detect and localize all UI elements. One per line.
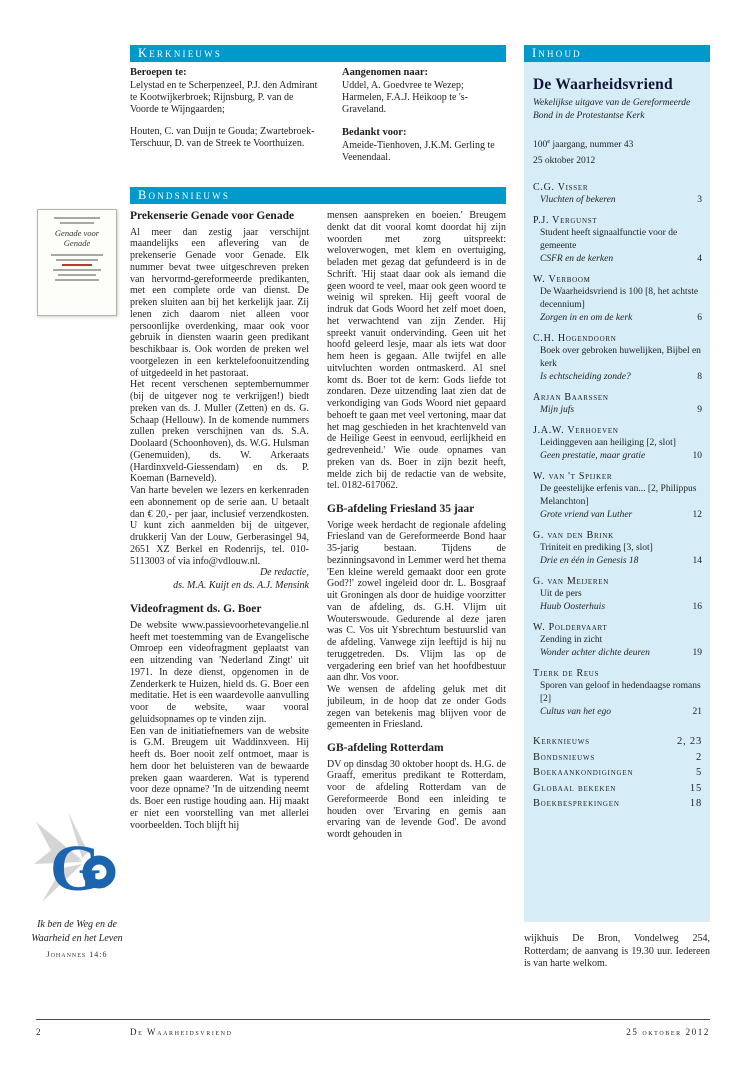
toc-page-number: 14 xyxy=(692,556,702,567)
toc-line xyxy=(533,647,702,660)
cover-decoration-line xyxy=(58,274,96,276)
kerknieuws-header-label: Kerknieuws xyxy=(138,46,223,61)
toc-line-text: Leidinggeven aan heiliging [2, slot] xyxy=(540,438,676,449)
article-paragraph: De website www.passievoorhetevangelie.nl heeft met toestemming van de Evangelische Omroep een videofragment geplaatst van een uitzending van 'Nederland Zingt' uit 1971. In deze dienst, opgenomen in de Zenderkerk te Huizen, hield ds. G. Boer een meditatie. Het is een waardevolle aanvulling voor de website, waar vooral geluidsopnames op te vinden zijn. xyxy=(130,619,309,725)
issue-volume: 100 xyxy=(533,140,548,151)
toc-line xyxy=(533,601,702,614)
toc-entry xyxy=(533,470,702,522)
toc-line xyxy=(533,404,702,417)
article-title: GB-afdeling Friesland 35 jaar xyxy=(327,503,475,515)
toc-rubric xyxy=(533,765,702,781)
book-cover-image xyxy=(37,209,117,316)
toc-line xyxy=(533,542,702,555)
toc-line-text: Sporen van geloof in hedendaagse romans [2] xyxy=(540,681,701,705)
toc-entry xyxy=(533,332,702,384)
toc-rubric-label: Bondsnieuws xyxy=(533,751,596,763)
toc-page-number: 2, 23 xyxy=(677,736,702,748)
toc-entry xyxy=(533,273,702,325)
toc-rubric xyxy=(533,796,702,812)
cover-decoration-line xyxy=(60,222,94,224)
article-title: GB-afdeling Rotterdam xyxy=(327,742,444,754)
article-signature: De redactie, xyxy=(259,567,309,579)
toc-line xyxy=(533,450,702,463)
toc-rubric xyxy=(533,750,702,766)
cover-decoration-line xyxy=(51,254,104,256)
toc-line xyxy=(533,634,702,647)
toc-line xyxy=(533,680,702,706)
toc-line-text: Cultus van het ego xyxy=(540,707,611,718)
toc-author: Tjerk de Reus xyxy=(533,668,600,680)
inhoud-header-label: Inhoud xyxy=(532,46,582,61)
toc-rubric xyxy=(533,781,702,797)
beroepen-heading: Beroepen te: xyxy=(130,67,187,78)
toc-entry xyxy=(533,529,702,568)
toc-page-number: 10 xyxy=(692,451,702,462)
toc-page-number: 19 xyxy=(692,648,702,659)
footer-page-number: 2 xyxy=(36,1027,41,1037)
toc-line xyxy=(533,437,702,450)
toc-line-text: Geen prestatie, maar gratie xyxy=(540,451,646,462)
toc-entry xyxy=(533,424,702,463)
bondsnieuws-section-bar xyxy=(130,187,506,204)
toc-rubric-label: Boekaankondigingen xyxy=(533,767,634,779)
bedankt-heading: Bedankt voor: xyxy=(342,127,407,139)
bondsnieuws-column-1 xyxy=(130,210,309,841)
footer xyxy=(36,1027,710,1041)
toc-page-number: 2 xyxy=(695,751,702,763)
aangenomen-paragraph: Uddel, A. Goedvree te Wezep; Harmelen, F.A.J. Heikoop te 's-Graveland. xyxy=(342,80,468,115)
toc-page-number: 6 xyxy=(697,313,702,324)
toc-entry xyxy=(533,214,702,266)
cover-decoration-line xyxy=(53,269,101,271)
bedankt-paragraph: Ameide-Tienhoven, J.K.M. Gerling te Veenendaal. xyxy=(342,140,495,164)
toc-author: C.G. Visser xyxy=(533,182,589,194)
toc-page-number: 8 xyxy=(697,372,702,383)
toc-line-text: De Waarheidsvriend is 100 [8, het achtste decennium] xyxy=(540,287,699,311)
toc-author: G. van den Brink xyxy=(533,530,614,542)
toc-line xyxy=(533,345,702,371)
toc-line xyxy=(533,371,702,384)
toc-page-number: 21 xyxy=(692,707,702,718)
gb-logo xyxy=(34,810,122,910)
toc-entries xyxy=(533,181,702,719)
magazine-subtitle: Wekelijkse uitgave van de Gereformeerde Bond in de Protestantse Kerk xyxy=(533,98,691,121)
inhoud-section-bar xyxy=(524,45,710,62)
bondsnieuws-header-label: Bondsnieuws xyxy=(138,188,231,203)
issue-number: jaargang, nummer 43 xyxy=(552,140,634,151)
article-continuation: wijkhuis De Bron, Vondelweg 254, Rotterdam; de aanvang is 19.30 uur. Iedereen is van harte welkom. xyxy=(524,933,710,969)
toc-rubric-label: Globaal bekeken xyxy=(533,782,617,794)
issue-volume-line xyxy=(533,134,702,153)
article-paragraph: Het recent verschenen septembernummer (bij de uitgever nog te verkrijgen!) biedt preken van ds. J. Muller (Zetten) en ds. G. Schaap (Hellouw). In de komende nummers zullen preken verschijnen van ds. S.A. Doolaard (Schoonhoven), ds. W.G. Hulsman (Genemuiden), ds. W. Arkeraats (Hardinxveld-Giessendam) en ds. P. Koeman (Barneveld). xyxy=(130,379,309,485)
cover-decoration-line xyxy=(56,259,98,261)
toc-line-text: Zending in zicht xyxy=(540,635,603,646)
toc-page-number: 4 xyxy=(697,254,702,265)
issue-volume-superscript: e xyxy=(547,138,551,145)
toc-author: J.A.W. Verhoeven xyxy=(533,425,619,437)
toc-line xyxy=(533,588,702,601)
cover-decoration-line-red xyxy=(62,264,92,266)
toc-line-text: Triniteit en prediking [3, slot] xyxy=(540,543,653,554)
article-paragraph: We wensen de afdeling geluk met dit jubileum, in de hoop dat ze onder Gods zegen van betekenis mag blijven voor de gemeenten in Friesland. xyxy=(327,684,506,731)
toc-page-number: 5 xyxy=(695,767,702,779)
toc-entry xyxy=(533,667,702,719)
toc-rubrics xyxy=(533,734,702,812)
toc-line-text: Drie en één in Genesis 18 xyxy=(540,556,639,567)
kerknieuws-content xyxy=(130,66,506,164)
toc-author: W. Verboom xyxy=(533,274,591,286)
toc-line-text: Grote vriend van Luther xyxy=(540,510,633,521)
cover-decoration-line xyxy=(55,279,99,281)
article-paragraph: mensen aanspreken en boeien.' Breugem denkt dat dit vooral komt doordat hij zijn woorden met zorg uitspreekt: weloverwogen, met klem en overtuiging, beladen met gezag dat gefundeerd is in de Schrift. 'Hij staat daar ook als iemand die geen woord te veel, maar ook geen woord te weinig wil spreken. Hij geeft vooral de indruk dat Gods Woord het zelf moet doen, het verwachtend van zijn Zender. Hij spreekt vanuit ondervinding. Geen uit het hoofd geleerd lesje, maar als iets wat door hem heen is gegaan. Alle twijfel en alle uitvluchten worden ontmaskerd. Al snel komt ds. Boer tot de kern: Gods liefde tot zondaren. Deze uitzending laat zien dat de verkondiging van Gods Woord niet gepaard behoeft te gaan met veel vertoning, maar dat het mag geschieden in het krachtenveld van de Heilige Geest in eenvoud, eerlijkheid en gedrevenheid.' Wie oude opnames van preken van ds. Boer in zijn bezit heeft, melde zich bij de redactie van de website, tel. 0182-617062. xyxy=(327,210,506,492)
logo-letter: G xyxy=(50,832,102,905)
beroepen-paragraph: Lelystad en te Scherpenzeel, P.J. den Admirant te Kootwijkerbroek; Rijnsburg, P. van de Voorde te Wijngaarden; xyxy=(130,80,318,115)
beroepen-paragraph: Houten, C. van Duijn te Gouda; Zwartebroek-Terschuur, D. van de Streek te Voorthuizen. xyxy=(130,126,315,150)
article-paragraph: DV op dinsdag 30 oktober hoopt ds. H.G. de Graaff, emeritus predikant te Rotterdam, voor de afdeling Rotterdam van de Gereformeerde Bond een inleiding te houden over 'Ervaring en gemis aan ervaring van de levende God'. De avond wordt gehouden in xyxy=(327,758,506,840)
toc-author: W. Poldervaart xyxy=(533,622,608,634)
magazine-title: De Waarheidsvriend xyxy=(533,76,673,93)
toc-line-text: De geestelijke erfenis van... [2, Philippus Melanchton] xyxy=(540,484,697,508)
toc-page-number: 15 xyxy=(689,782,702,794)
quote-text: Ik ben de Weg en de Waarheid en het Leven xyxy=(31,919,123,944)
toc-line xyxy=(533,194,702,207)
toc-line xyxy=(533,227,702,253)
article-title: Prekenserie Genade voor Genade xyxy=(130,210,295,222)
bondsnieuws-column-2 xyxy=(327,210,506,841)
kerknieuws-column-2 xyxy=(342,66,506,164)
toc-line-text: Student heeft signaalfunctie voor de gemeente xyxy=(540,228,678,252)
toc-entry xyxy=(533,621,702,660)
toc-entry xyxy=(533,181,702,207)
toc-page-number: 16 xyxy=(692,602,702,613)
article-paragraph: Van harte bevelen we lezers en kerkenraden een abonnement op de serie aan. U betaalt dan € 20,- per jaar, inclusief verzendkosten. U kunt zich aanmelden bij de uitgever, drukkerij Van der Louw, Gerberasingel 94, 2651 XZ Berkel en Rodenrijs, tel. 010-5113003 of via info@vdlouw.nl. xyxy=(130,485,309,567)
kerknieuws-section-bar xyxy=(130,45,506,62)
bondsnieuws-content xyxy=(130,210,506,841)
toc-line-text: Vluchten of bekeren xyxy=(540,195,616,206)
toc-line-text: Huub Oosterhuis xyxy=(540,602,606,613)
toc-line-text: Boek over gebroken huwelijken, Bijbel en kerk xyxy=(540,346,701,370)
toc-author: Arjan Baarssen xyxy=(533,392,609,404)
toc-rubric-label: Kerknieuws xyxy=(533,736,590,748)
book-cover-title: Genade voor Genade xyxy=(54,228,100,248)
inhoud-panel xyxy=(524,62,710,922)
toc-line xyxy=(533,706,702,719)
toc-line-text: Wonder achter dichte deuren xyxy=(540,648,650,659)
toc-line xyxy=(533,483,702,509)
toc-line xyxy=(533,312,702,325)
toc-page-number: 9 xyxy=(697,405,702,416)
kerknieuws-column-1 xyxy=(130,66,320,164)
toc-rubric xyxy=(533,734,702,750)
toc-line-text: Mijn jufs xyxy=(540,405,575,416)
toc-author: P.J. Vergunst xyxy=(533,215,598,227)
issue-date-line: 25 oktober 2012 xyxy=(533,156,596,167)
article-paragraph: Vorige week herdacht de regionale afdeling Friesland van de Gereformeerde Bond haar 35-jarig bestaan. Tijdens de bezinningsavond in Lemmer werd het thema 'Een kleine wereld gemaakt door een grote God?!' zowel ingeleid door dr. L. Bosgraaf uit Groningen als door de huidige voorzitter van de afdeling, ds. G.H. Vlijm uit Wouterswoude. Gedurende al deze jaren was C. Vos uit Ysbrechtum bestuurslid van de afdeling. Vanwege zijn leeftijd is hij nu teruggetreden. Ds. Vlijm las op de vergadering een brief van het hoofdbestuur aan dhr. Vos voor. xyxy=(327,519,506,684)
toc-author: C.H. Hogendoorn xyxy=(533,333,617,345)
article-signature: ds. M.A. Kuijt en ds. A.J. Mensink xyxy=(173,579,309,591)
quote-reference: Johannes 14:6 xyxy=(46,950,108,959)
article-title: Videofragment ds. G. Boer xyxy=(130,603,262,616)
toc-author: G. van Meijeren xyxy=(533,576,609,588)
footer-rule xyxy=(36,1019,710,1020)
toc-entry xyxy=(533,575,702,614)
toc-line-text: Zorgen in en om de kerk xyxy=(540,313,633,324)
article-paragraph: Een van de initiatiefnemers van de website is G.M. Breugem uit Waddinxveen. Hij heeft ds. Boer nooit zelf ontmoet, maar is hem door het beluisteren van de bewaarde preken gaan waarderen. Wat is typerend voor deze opname? 'In de uitzending neemt ds. Boer een rustige houding aan. Hij maakt er niet een voorstelling van met allerlei voorbeelden. Toch blijft hij xyxy=(130,725,309,831)
article-paragraph: Al meer dan zestig jaar verschijnt maandelijks een aflevering van de prekenserie Genade voor Genade. Elk nummer bevat twee uitgeschreven preken van hervormd-gereformeerde predikanten, met een complete orde van dienst. De preken sluiten aan bij het kerkelijk jaar. Zij lenen zich daarom niet alleen voor persoonlijke overdenking, maar ook voor gebruik in diensten waarin geen predikant beschikbaar is. Ook worden de preken wel voorgelezen in een kerktelefoonuitzending of uitgedeeld in het pastoraat. xyxy=(130,226,309,379)
footer-magazine-name: De Waarheidsvriend xyxy=(130,1027,233,1037)
toc-line xyxy=(533,509,702,522)
toc-line xyxy=(533,253,702,266)
toc-line xyxy=(533,286,702,312)
cover-decoration-line xyxy=(54,217,100,219)
toc-line-text: Uit de pers xyxy=(540,589,582,600)
aangenomen-heading: Aangenomen naar: xyxy=(342,67,429,78)
margin-quote xyxy=(24,918,130,959)
gb-logo-graphic xyxy=(34,810,122,910)
toc-page-number: 3 xyxy=(697,195,702,206)
toc-rubric-label: Boekbesprekingen xyxy=(533,798,620,810)
footer-date: 25 oktober 2012 xyxy=(626,1027,710,1037)
toc-author: W. van 't Spijker xyxy=(533,471,613,483)
toc-page-number: 12 xyxy=(692,510,702,521)
toc-line-text: CSFR en de kerken xyxy=(540,254,614,265)
toc-line xyxy=(533,555,702,568)
toc-line-text: Is echtscheiding zonde? xyxy=(540,372,631,383)
toc-page-number: 18 xyxy=(689,798,702,810)
toc-entry xyxy=(533,391,702,417)
